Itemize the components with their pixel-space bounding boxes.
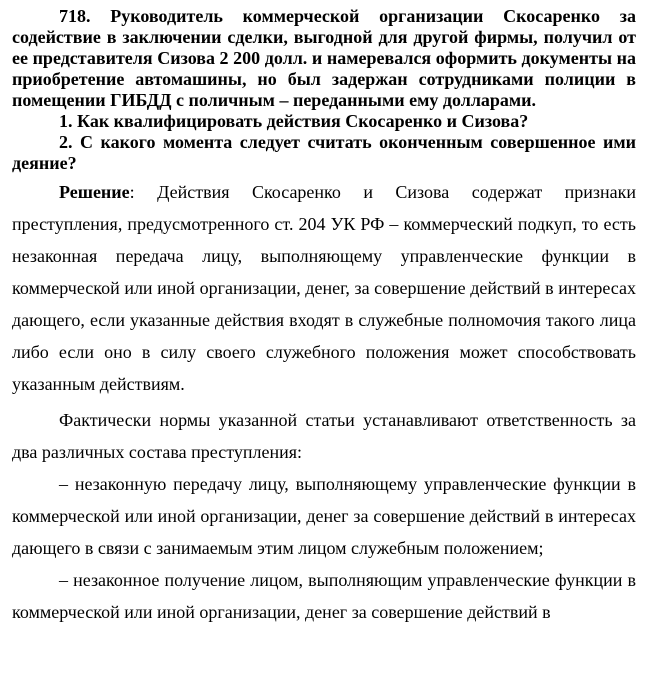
solution-paragraph-4: – незаконное получение лицом, выполняющим управленческие функции в коммерческой или иной организации, денег за совершение действий в [12,570,636,622]
document-page [12,6,636,628]
solution-paragraph-1 [12,176,636,400]
question-1: 1. Как квалифицировать действия Скосаренко и Сизова? [59,111,529,131]
task-statement: 718. Руководитель коммерческой организации Скосаренко за содействие в заключении сделки, выгодной для другой фирмы, получил от ее представителя Сизова 2 200 долл. и намеревался оформить документы на приобретение автомашины, но был задержан сотрудниками полиции в помещении ГИБДД с поличным – переданными ему долларами. [12,6,636,110]
solution-label: Решение [59,182,130,202]
solution-paragraph-3: – незаконную передачу лицу, выполняющему управленческие функции в коммерческой или иной организации, денег за совершение действий в интересах дающего в связи с занимаемым этим лицом служебным положением; [12,474,636,558]
question-2: 2. С какого момента следует считать оконченным совершенное ими деяние? [12,132,636,173]
solution-paragraph-2: Фактически нормы указанной статьи устанавливают ответственность за два различных состава преступления: [12,410,636,462]
solution-intro: : Действия Скосаренко и Сизова содержат признаки преступления, предусмотренного ст. 204 УК РФ – коммерческий подкуп, то есть незаконная передача лицу, выполняющему управленческие функции в коммерческой или иной организации, денег, за совершение действий в интересах дающего, если указанные действия входят в служебные полномочия такого лица либо если оно в силу своего служебного положения может способствовать указанным действиям. [12,182,636,394]
